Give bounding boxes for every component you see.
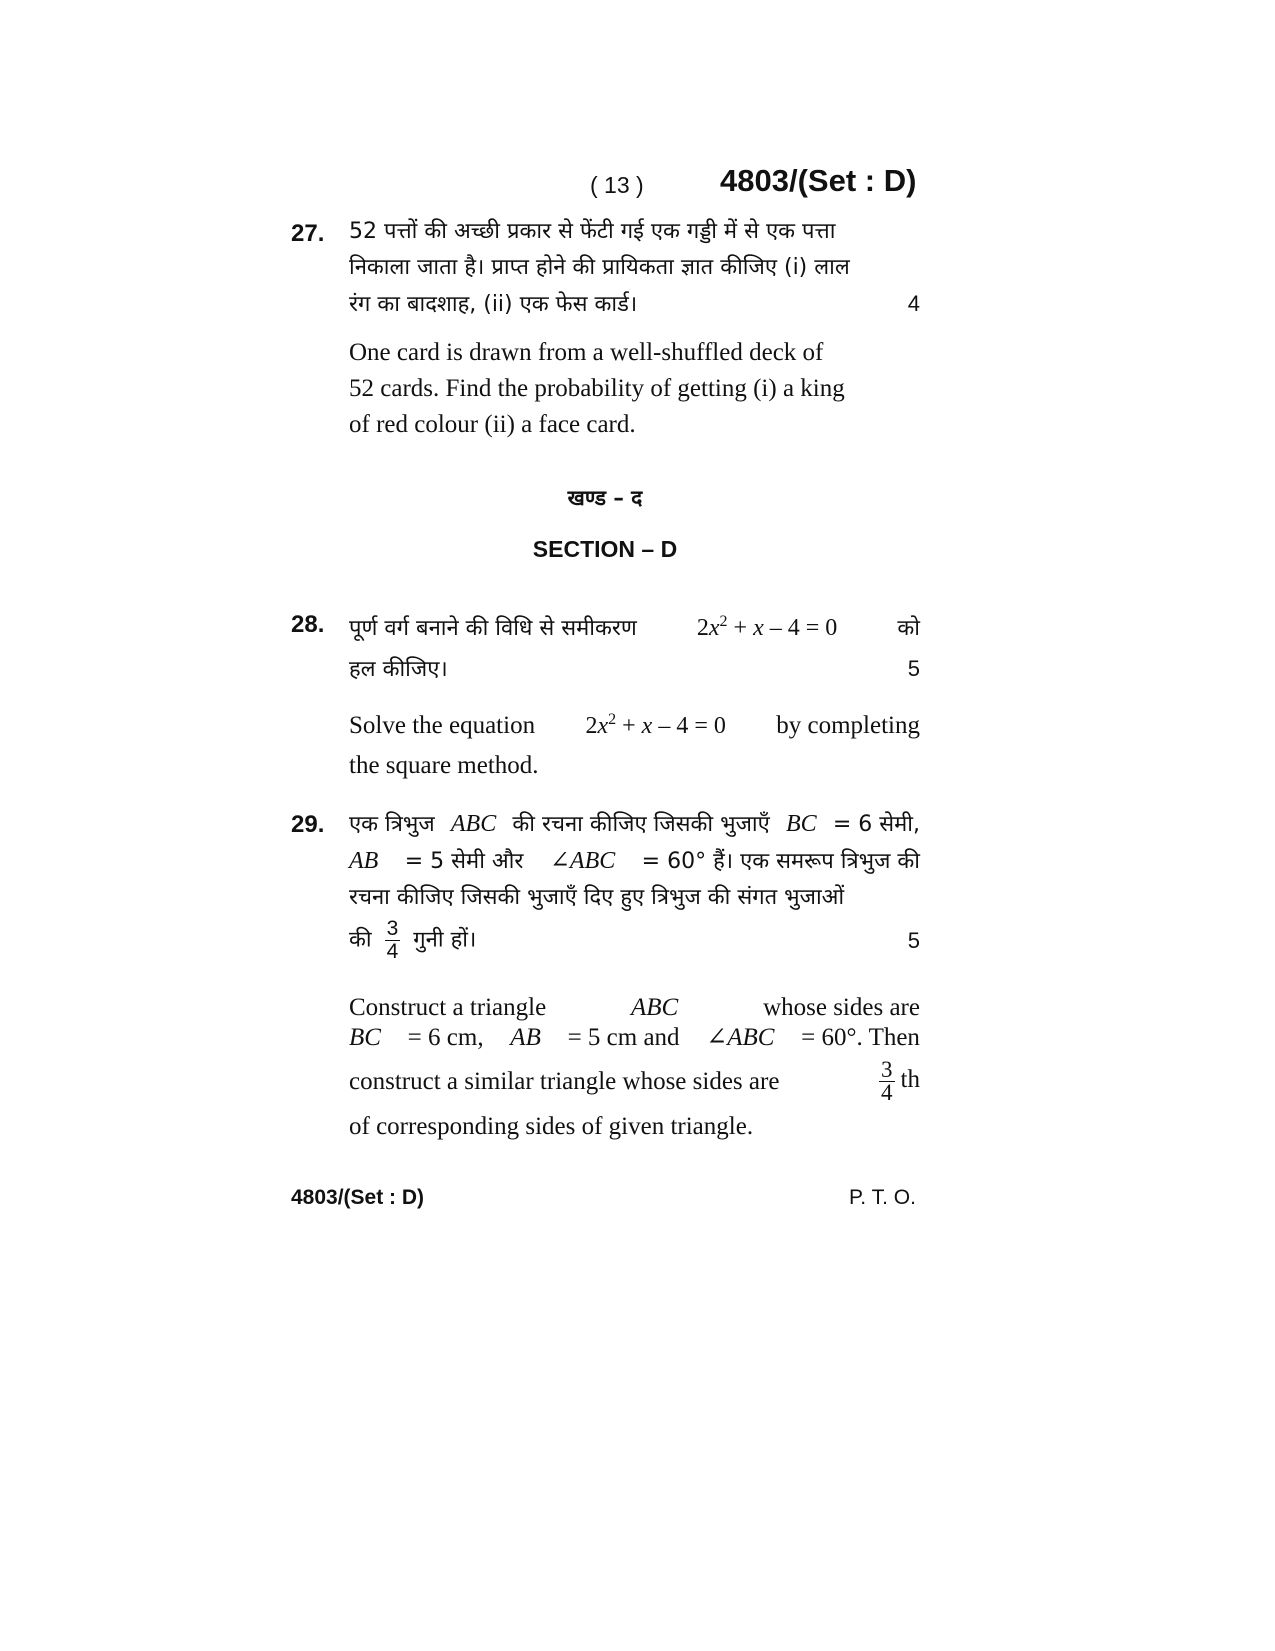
q27-english: [349, 335, 920, 443]
q29-hindi-line-3: रचना कीजिए जिसकी भुजाएँ दिए हुए त्रिभुज की संगत भुजाओं: [349, 885, 845, 910]
q28-english-line-1: [349, 702, 920, 744]
q29-e1-a: Construct a triangle: [349, 994, 547, 1021]
eq-var-2: x: [753, 615, 764, 641]
q29-h1-abc: ABC: [450, 811, 497, 837]
q29-h2-angle: ∠ABC: [549, 848, 616, 874]
q28-hindi: [349, 604, 920, 688]
q28-hindi-line-2-text: हल कीजिए।: [349, 657, 448, 682]
q29-hindi: [349, 806, 920, 963]
footer-pto: P. T. O.: [849, 1186, 916, 1209]
q28-hindi-line-2: [349, 651, 920, 688]
q29-e2-ab: AB: [510, 1024, 541, 1051]
q29-e3-b: th: [900, 1066, 920, 1094]
q28-english-tail: by completing: [776, 712, 920, 739]
section-heading-hindi: खण्ड – द: [567, 486, 643, 510]
q29-hindi-line-1: [349, 806, 920, 843]
eq-tail: – 4 = 0: [652, 713, 726, 739]
q28-hindi-line-1: [349, 604, 920, 647]
fraction-denominator: 4: [881, 1080, 893, 1105]
eq-plus: +: [616, 713, 642, 739]
eq-exp: 2: [608, 711, 617, 728]
question-27: [349, 214, 920, 443]
q27-english-line-3: of red colour (ii) a face card.: [349, 411, 636, 438]
paper-code: 4803/(Set : D): [720, 163, 917, 198]
q29-english-line-3: [349, 1059, 920, 1104]
q28-english-line-2: the square method.: [349, 752, 539, 779]
fraction-numerator: 3: [881, 1057, 893, 1082]
q29-h2-b: = 60° हैं। एक समरूप त्रिभुज की: [641, 849, 920, 874]
q29-e3-a: construct a similar triangle whose sides are: [349, 1067, 780, 1095]
question-29: [349, 806, 920, 1142]
fraction-denominator: 4: [386, 940, 399, 963]
q28-marks: 5: [907, 656, 920, 681]
q27-english-line-2: 52 cards. Find the probability of getting (i) a king: [349, 375, 845, 402]
q28-english: [349, 702, 920, 784]
q29-e2-a: = 6 cm,: [407, 1024, 484, 1051]
q29-e1-abc: ABC: [631, 994, 679, 1021]
q29-hindi-line-4: [349, 918, 920, 963]
q29-hindi-line-2: [349, 843, 920, 880]
q29-h1-bc: BC: [785, 811, 817, 837]
q28-hindi-lead: पूर्ण वर्ग बनाने की विधि से समीकरण: [349, 616, 637, 641]
q27-marks: 4: [907, 291, 920, 316]
q29-h4-group: [349, 918, 476, 963]
q29-e2-b: = 5 cm and: [567, 1024, 680, 1051]
q29-e2-c: = 60°. Then: [801, 1024, 920, 1051]
q29-h1-c: = 6 सेमी,: [832, 812, 920, 837]
eq-tail: – 4 = 0: [763, 615, 838, 641]
fraction-numerator: 3: [386, 917, 399, 940]
q27-hindi: [349, 214, 920, 323]
q27-hindi-line-3: [349, 286, 920, 323]
eq-coef: 2: [696, 615, 709, 641]
q29-e3-frac-group: [873, 1059, 920, 1104]
q27-hindi-line-1: 52 पत्तों की अच्छी प्रकार से फेंटी गई एक गड्डी में से एक पत्ता: [349, 219, 836, 244]
eq-exp: 2: [719, 613, 728, 630]
q29-english-line-4: of corresponding sides of given triangle.: [349, 1113, 754, 1140]
question-number-29: 29.: [291, 811, 325, 838]
q27-hindi-line-3-text: रंग का बादशाह, (ii) एक फेस कार्ड।: [349, 292, 638, 317]
q29-h4-b: गुनी हों।: [413, 927, 477, 953]
q29-e2-angle: ∠ABC: [706, 1024, 775, 1051]
q29-e1-b: whose sides are: [763, 994, 920, 1021]
q29-english-fraction: [879, 1059, 895, 1104]
eq-coef: 2: [585, 713, 598, 739]
q28-hindi-tail: को: [897, 616, 920, 641]
eq-plus: +: [727, 615, 754, 641]
q28-equation: [697, 604, 837, 646]
q27-hindi-line-2: निकाला जाता है। प्राप्त होने की प्रायिकता ज्ञात कीजिए (i) लाल: [349, 255, 850, 280]
eq-var-2: x: [641, 713, 653, 739]
q29-e2-bc: BC: [349, 1024, 381, 1051]
q29-h1-b: की रचना कीजिए जिसकी भुजाएँ: [512, 812, 770, 837]
q29-h2-a: = 5 सेमी और: [404, 849, 524, 874]
q29-marks: 5: [907, 927, 920, 953]
footer-paper-code: 4803/(Set : D): [291, 1186, 425, 1209]
q29-english-line-1: [349, 993, 920, 1023]
question-number-27: 27.: [291, 220, 325, 247]
q29-h2-ab: AB: [349, 848, 379, 874]
q29-h1-a: एक त्रिभुज: [349, 812, 435, 837]
section-heading-english: SECTION – D: [532, 536, 678, 562]
q28-english-equation: [585, 702, 725, 744]
q27-english-line-1: One card is drawn from a well-shuffled deck of: [349, 339, 824, 366]
q29-english: [349, 993, 920, 1142]
eq-var: x: [708, 615, 720, 641]
eq-var: x: [597, 713, 609, 739]
q29-fraction: [385, 918, 401, 963]
question-28: [349, 604, 920, 784]
q29-h4-a: की: [349, 927, 372, 953]
question-number-28: 28.: [291, 611, 325, 638]
q28-english-lead: Solve the equation: [349, 712, 536, 739]
q29-english-line-2: [349, 1023, 920, 1053]
page-number: ( 13 ): [590, 172, 644, 198]
